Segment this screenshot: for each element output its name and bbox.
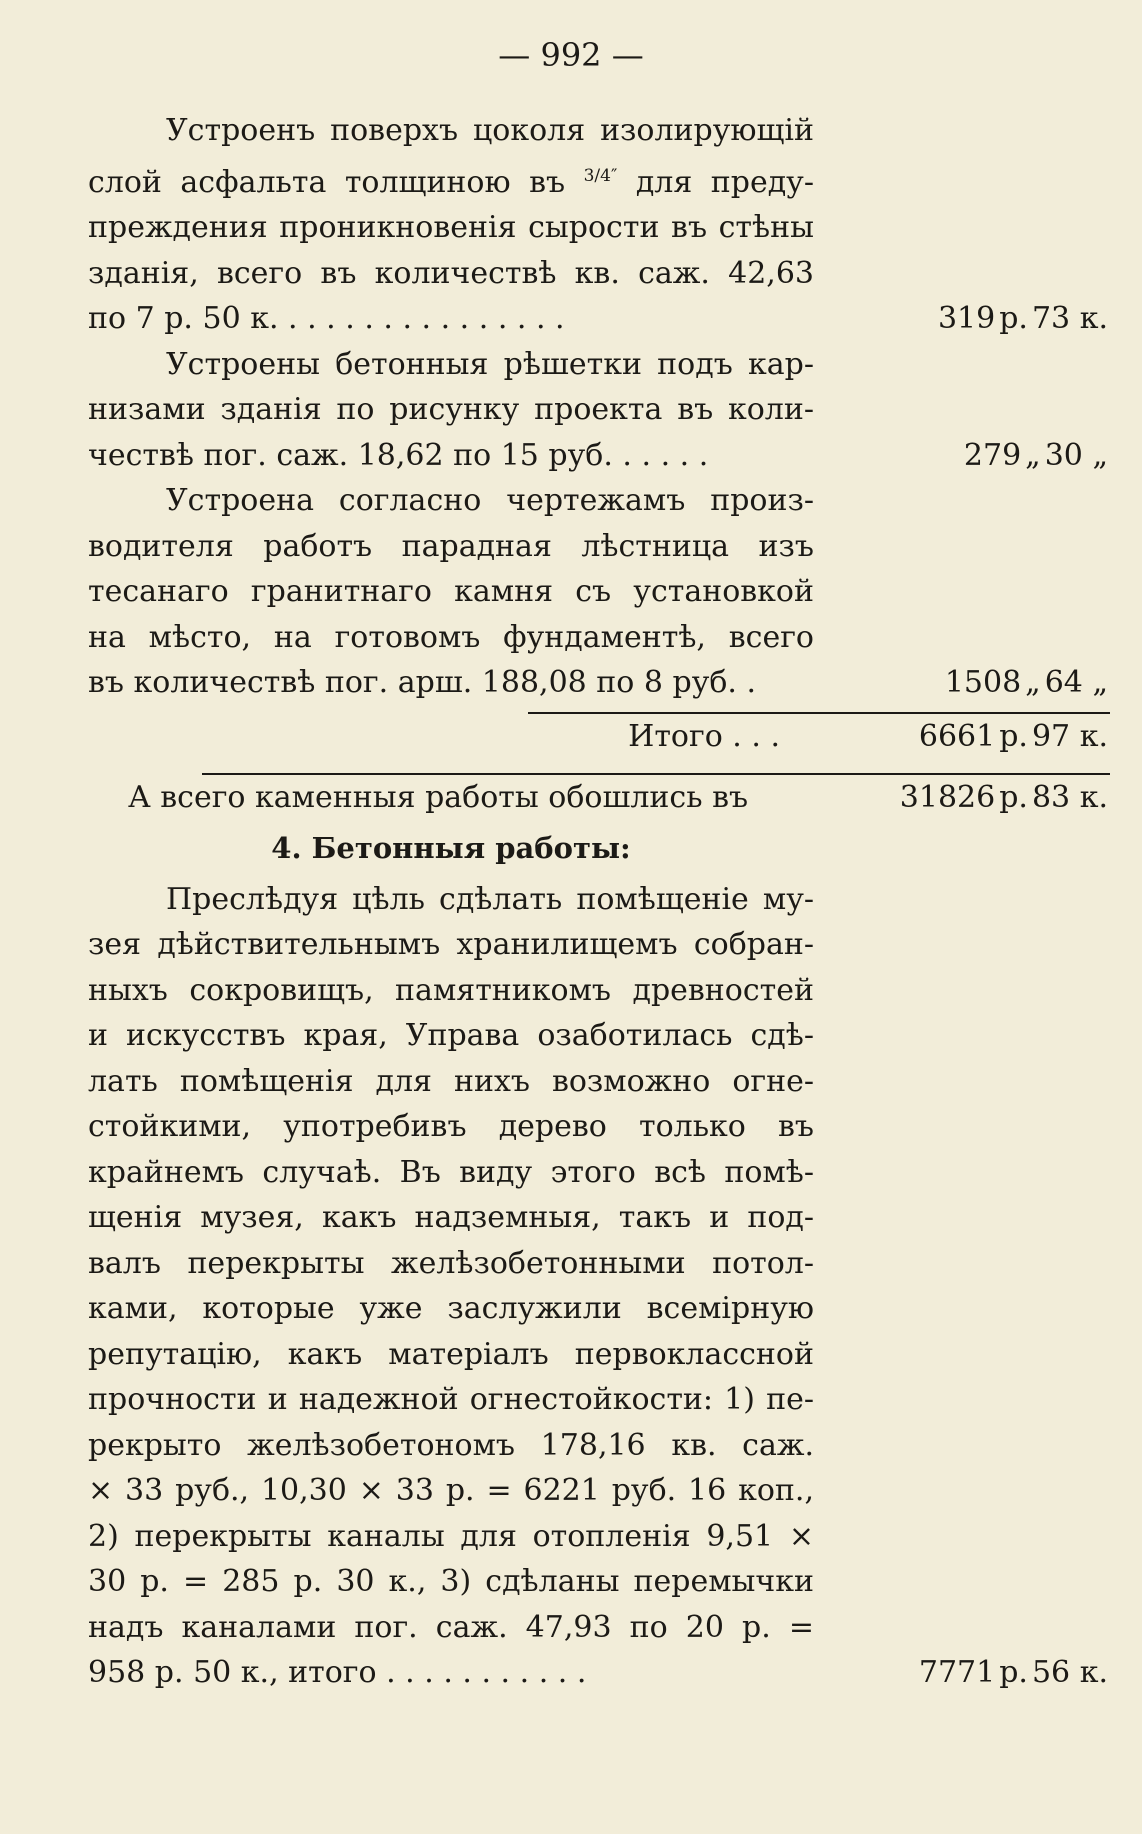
text-line [88,1605,1110,1651]
text-line [88,1332,1110,1378]
amount-kop: 56 [1031,1655,1071,1690]
unit-rub: р. [999,1655,1028,1690]
unit-kop: „ [1092,437,1108,473]
paragraph-line: 2) перекрыты каналы для отопленія 9,51 × [88,1518,814,1554]
paragraph-line: въ количествѣ пог. арш. 188,08 по 8 руб. . [88,665,757,700]
unit-rub: р. [999,301,1028,336]
text-line [88,1013,1110,1059]
text-line [88,922,1110,968]
paragraph-line: валъ перекрыты желѣзобетонными потол- [88,1245,814,1281]
text-line [88,154,1110,206]
grand-total-row [88,775,1110,821]
page-number: — 992 — [498,36,644,74]
paragraph-line: водителя работъ парадная лѣстница изъ [88,528,814,564]
text-line [88,478,1110,524]
amount-rub: 6661 [918,718,996,754]
paragraph-line: щенія музея, какъ надземныя, такъ и под- [88,1200,814,1235]
unit-rub: „ [1025,437,1041,473]
text-line [88,1514,1110,1560]
paragraph-line: прочности и надежной огнестойкости: 1) пе- [88,1382,814,1417]
paragraph-line: надъ каналами пог. саж. 47,93 по 20 р. = [88,1609,814,1645]
amount [814,714,1110,760]
subtotal-row [88,714,1110,760]
unit-rub: „ [1025,665,1041,700]
entry-row [88,660,1110,706]
unit-rub: р. [999,718,1028,754]
paragraph-line: крайнемъ случаѣ. Въ виду этого всѣ помѣ- [88,1154,814,1190]
text-line [88,1377,1110,1423]
paragraph-line: 30 р. = 285 р. 30 к., 3) сдѣланы перемычки [88,1564,814,1599]
paragraph-line: Преслѣдуя цѣль сдѣлать помѣщеніе му- [166,881,814,917]
amount-kop: 64 [1044,665,1083,700]
amount [814,433,1110,479]
paragraph-line: по 7 р. 50 к. . . . . . . . . . . . . . . . [88,301,565,336]
entry-row [88,296,1110,342]
paragraph-line [88,154,814,206]
amount-kop: 30 [1044,437,1083,473]
paragraph-line: × 33 руб., 10,30 × 33 р. = 6221 руб. 16 коп., [88,1473,814,1508]
paragraph-line: лать помѣщенія для нихъ возможно огне- [88,1063,814,1099]
amount [814,660,1110,706]
text-line [88,1559,1110,1605]
paragraph-line: рекрыто желѣзобетономъ 178,16 кв. саж. [88,1427,814,1463]
unit-kop: к. [1079,301,1108,336]
text-line [88,108,1110,154]
paragraph-line: ками, которые уже заслужили всемірную [88,1291,814,1326]
grand-total-label: А всего каменныя работы обошлись въ [128,780,749,815]
paragraph-line: на мѣсто, на готовомъ фундаментѣ, всего [88,619,814,655]
text-line [88,205,1110,251]
line-text: слой асфальта толщиною въ [88,164,566,200]
paragraph-line: низами зданія по рисунку проекта въ коли- [88,392,814,427]
amount-rub: 279 [963,437,1022,473]
paragraph-line: Устроена согласно чертежамъ произ- [166,483,814,518]
paragraph-line: чествѣ пог. саж. 18,62 по 15 руб. . . . . . [88,437,709,473]
amount-rub: 7771 [918,1655,996,1690]
text-line [88,877,1110,923]
text-line [88,342,1110,388]
unit-kop: „ [1092,665,1108,700]
paragraph-line: Устроены бетонныя рѣшетки подъ кар- [166,346,814,382]
paragraph-line: стойкими, употребивъ дерево только въ [88,1109,814,1144]
amount [814,775,1110,821]
text-line [88,1059,1110,1105]
text-line [88,1104,1110,1150]
paragraph-line: 958 р. 50 к., итого . . . . . . . . . . . [88,1655,587,1690]
text-line [88,615,1110,661]
paragraph-line: преждения проникновенія сырости въ стѣны [88,210,814,245]
text-line [88,1195,1110,1241]
amount [814,1650,1110,1696]
text-line [88,387,1110,433]
text-line [88,1423,1110,1469]
amount [814,296,1110,342]
paragraph-line: репутацію, какъ матеріалъ первоклассной [88,1336,814,1372]
amount-rub: 1508 [944,665,1022,700]
unit-kop: к. [1079,1655,1108,1690]
paragraph-line: зея дѣйствительнымъ хранилищемъ собран- [88,927,814,962]
paragraph-line: Устроенъ поверхъ цоколя изолирующій [166,113,814,148]
paragraph-line: зданія, всего въ количествѣ кв. саж. 42,63 [88,255,814,291]
amount-rub: 319 [937,301,996,336]
page-content [88,108,1110,1696]
section-heading: 4. Бетонныя работы: [271,830,631,865]
paragraph-line: и искусствъ края, Управа озаботилась сдѣ- [88,1018,814,1053]
unit-rub: р. [999,780,1028,815]
amount-kop: 97 [1031,718,1071,754]
subtotal-label: Итого . . . [628,718,780,754]
entry-row [88,1650,1110,1696]
amount-rub: 31826 [899,780,996,815]
text-line [88,968,1110,1014]
paragraph-line: ныхъ сокровищъ, памятникомъ древностей [88,972,814,1008]
text-line [88,1286,1110,1332]
text-line [88,569,1110,615]
text-line [88,1150,1110,1196]
amount-kop: 83 [1031,780,1071,815]
fraction: 3/4″ [583,165,618,186]
paragraph-line: тесанаго гранитнаго камня съ установкой [88,574,814,609]
amount-kop: 73 [1031,301,1071,336]
text-line [88,1468,1110,1514]
unit-kop: к. [1079,780,1108,815]
text-line [88,251,1110,297]
text-line [88,1241,1110,1287]
entry-row [88,433,1110,479]
unit-kop: к. [1079,718,1108,754]
text-line [88,524,1110,570]
line-text: для преду- [635,164,814,200]
